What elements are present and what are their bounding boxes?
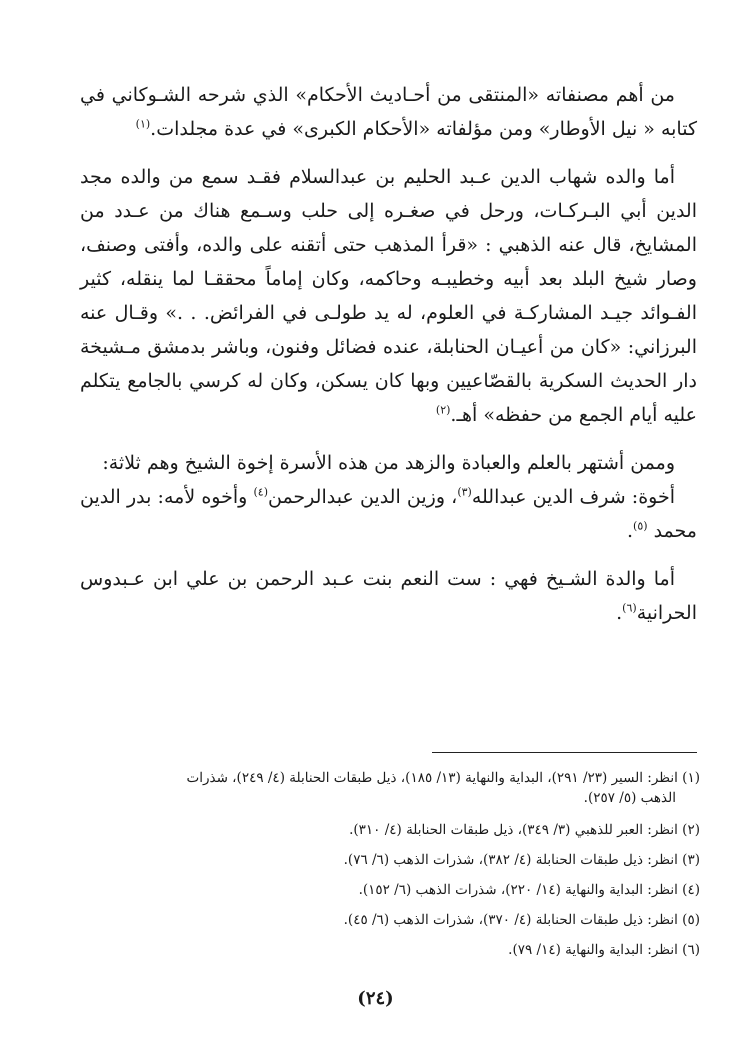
footnote-text: انظر: البداية والنهاية (١٤/ ٢٢٠)، شذرات الذهب (٦/ ١٥٢). (358, 882, 678, 898)
footnote-continuation: الذهب (٥/ ٢٥٧). (583, 790, 676, 806)
footnote-number: (١) (682, 770, 700, 786)
footnote-item (80, 905, 700, 935)
footnote-item (80, 845, 700, 875)
footnote-ref: (٤) (253, 485, 268, 499)
footnote-text: انظر: ذيل طبقات الحنابلة (٤/ ٣٨٢)، شذرات الذهب (٦/ ٧٦). (343, 852, 678, 868)
paragraph-text: أما والده شهاب الدين عـبد الحليم بن عبدالسلام فقـد سمع من والده مجد الدين أبي البـركـات، ورحل في صغـره إلى حلب وسـمع هناك من عـدد من المشايخ، قال عنه الذهبي : «قرأ المذهب حتى أتقنه على والده، وأفتى وصنف، وصار شيخ البلد بعد أبيه وخطيبـه وحاكمه، وكان إماماً محققـا لما ينقله، كثير الفـوائد جيـد المشاركـة في العلوم، له يد طولـى في الفرائض. . .» وقـال عنه البرزاني: «كان من أعيـان الحنابلة، عنده فضائل وفنون، وباشر بدمشق مـشيخة دار الحديث السكرية بالقصّاعيين وبها كان يسكن، وكان له كرسي بالجامع يتكلم عليه أيام الجمع من حفظه» أهـ. (80, 166, 697, 426)
footnote-item (80, 935, 700, 965)
footnote-number: (٤) (682, 882, 700, 898)
footnotes (80, 763, 700, 965)
footnote-text: انظر: ذيل طبقات الحنابلة (٤/ ٣٧٠)، شذرات الذهب (٦/ ٤٥). (343, 912, 678, 928)
paragraph-text: من أهم مصنفاته «المنتقى من أحـاديث الأحكام» الذي شرحه الشـوكاني في كتابه « نيل الأوطار» ومن مؤلفاته «الأحكام الكبرى» في عدة مجلدات. (80, 84, 697, 140)
footnote-ref: (٥) (633, 519, 648, 533)
paragraph-brothers (80, 480, 697, 548)
footnote-ref: (٢) (435, 403, 451, 417)
footnote-number: (٣) (682, 852, 700, 868)
footnote-text: انظر: العبر للذهبي (٣/ ٣٤٩)، ذيل طبقات الحنابلة (٤/ ٣١٠). (349, 822, 678, 838)
footnote-divider (432, 752, 697, 753)
footnote-number: (٥) (682, 912, 700, 928)
paragraph-father (80, 160, 697, 432)
footnote-number: (٦) (682, 942, 700, 958)
paragraph-brothers-intro (80, 446, 697, 480)
paragraph-text: أخوة: شرف الدين عبدالله (471, 486, 676, 508)
footnote-item (80, 815, 700, 845)
footnote-text: انظر: السير (٢٣/ ٢٩١)، البداية والنهاية (١٣/ ١٨٥)، ذيل طبقات الحنابلة (٤/ ٢٤٩)، شذرات (186, 770, 678, 786)
footnote-ref: (١) (135, 117, 151, 131)
paragraph-text: أما والدة الشـيخ فهي : ست النعم بنت عـبد الرحمن بن علي ابن عـبدوس الحرانية (80, 568, 697, 624)
paragraph-works (80, 78, 697, 146)
paragraph-text: وأخوه لأمه: بدر الدين محمد (80, 486, 697, 542)
paragraph-text: ، وزين الدين عبدالرحمن (267, 486, 458, 508)
paragraph-text: . (616, 602, 623, 624)
footnote-number: (٢) (682, 822, 700, 838)
page-number: (٢٤) (357, 988, 394, 1009)
paragraph-mother (80, 562, 697, 630)
footnote-ref: (٦) (622, 601, 637, 615)
footnote-ref: (٣) (457, 485, 472, 499)
paragraph-text: . (626, 520, 634, 542)
main-text (80, 78, 697, 630)
footnote-item (80, 875, 700, 905)
footnote-text: انظر: البداية والنهاية (١٤/ ٧٩). (508, 942, 678, 958)
paragraph-text: وممن أشتهر بالعلم والعبادة والزهد من هذه الأسرة إخوة الشيخ وهم ثلاثة: (102, 452, 675, 474)
footnote-item (80, 763, 700, 809)
